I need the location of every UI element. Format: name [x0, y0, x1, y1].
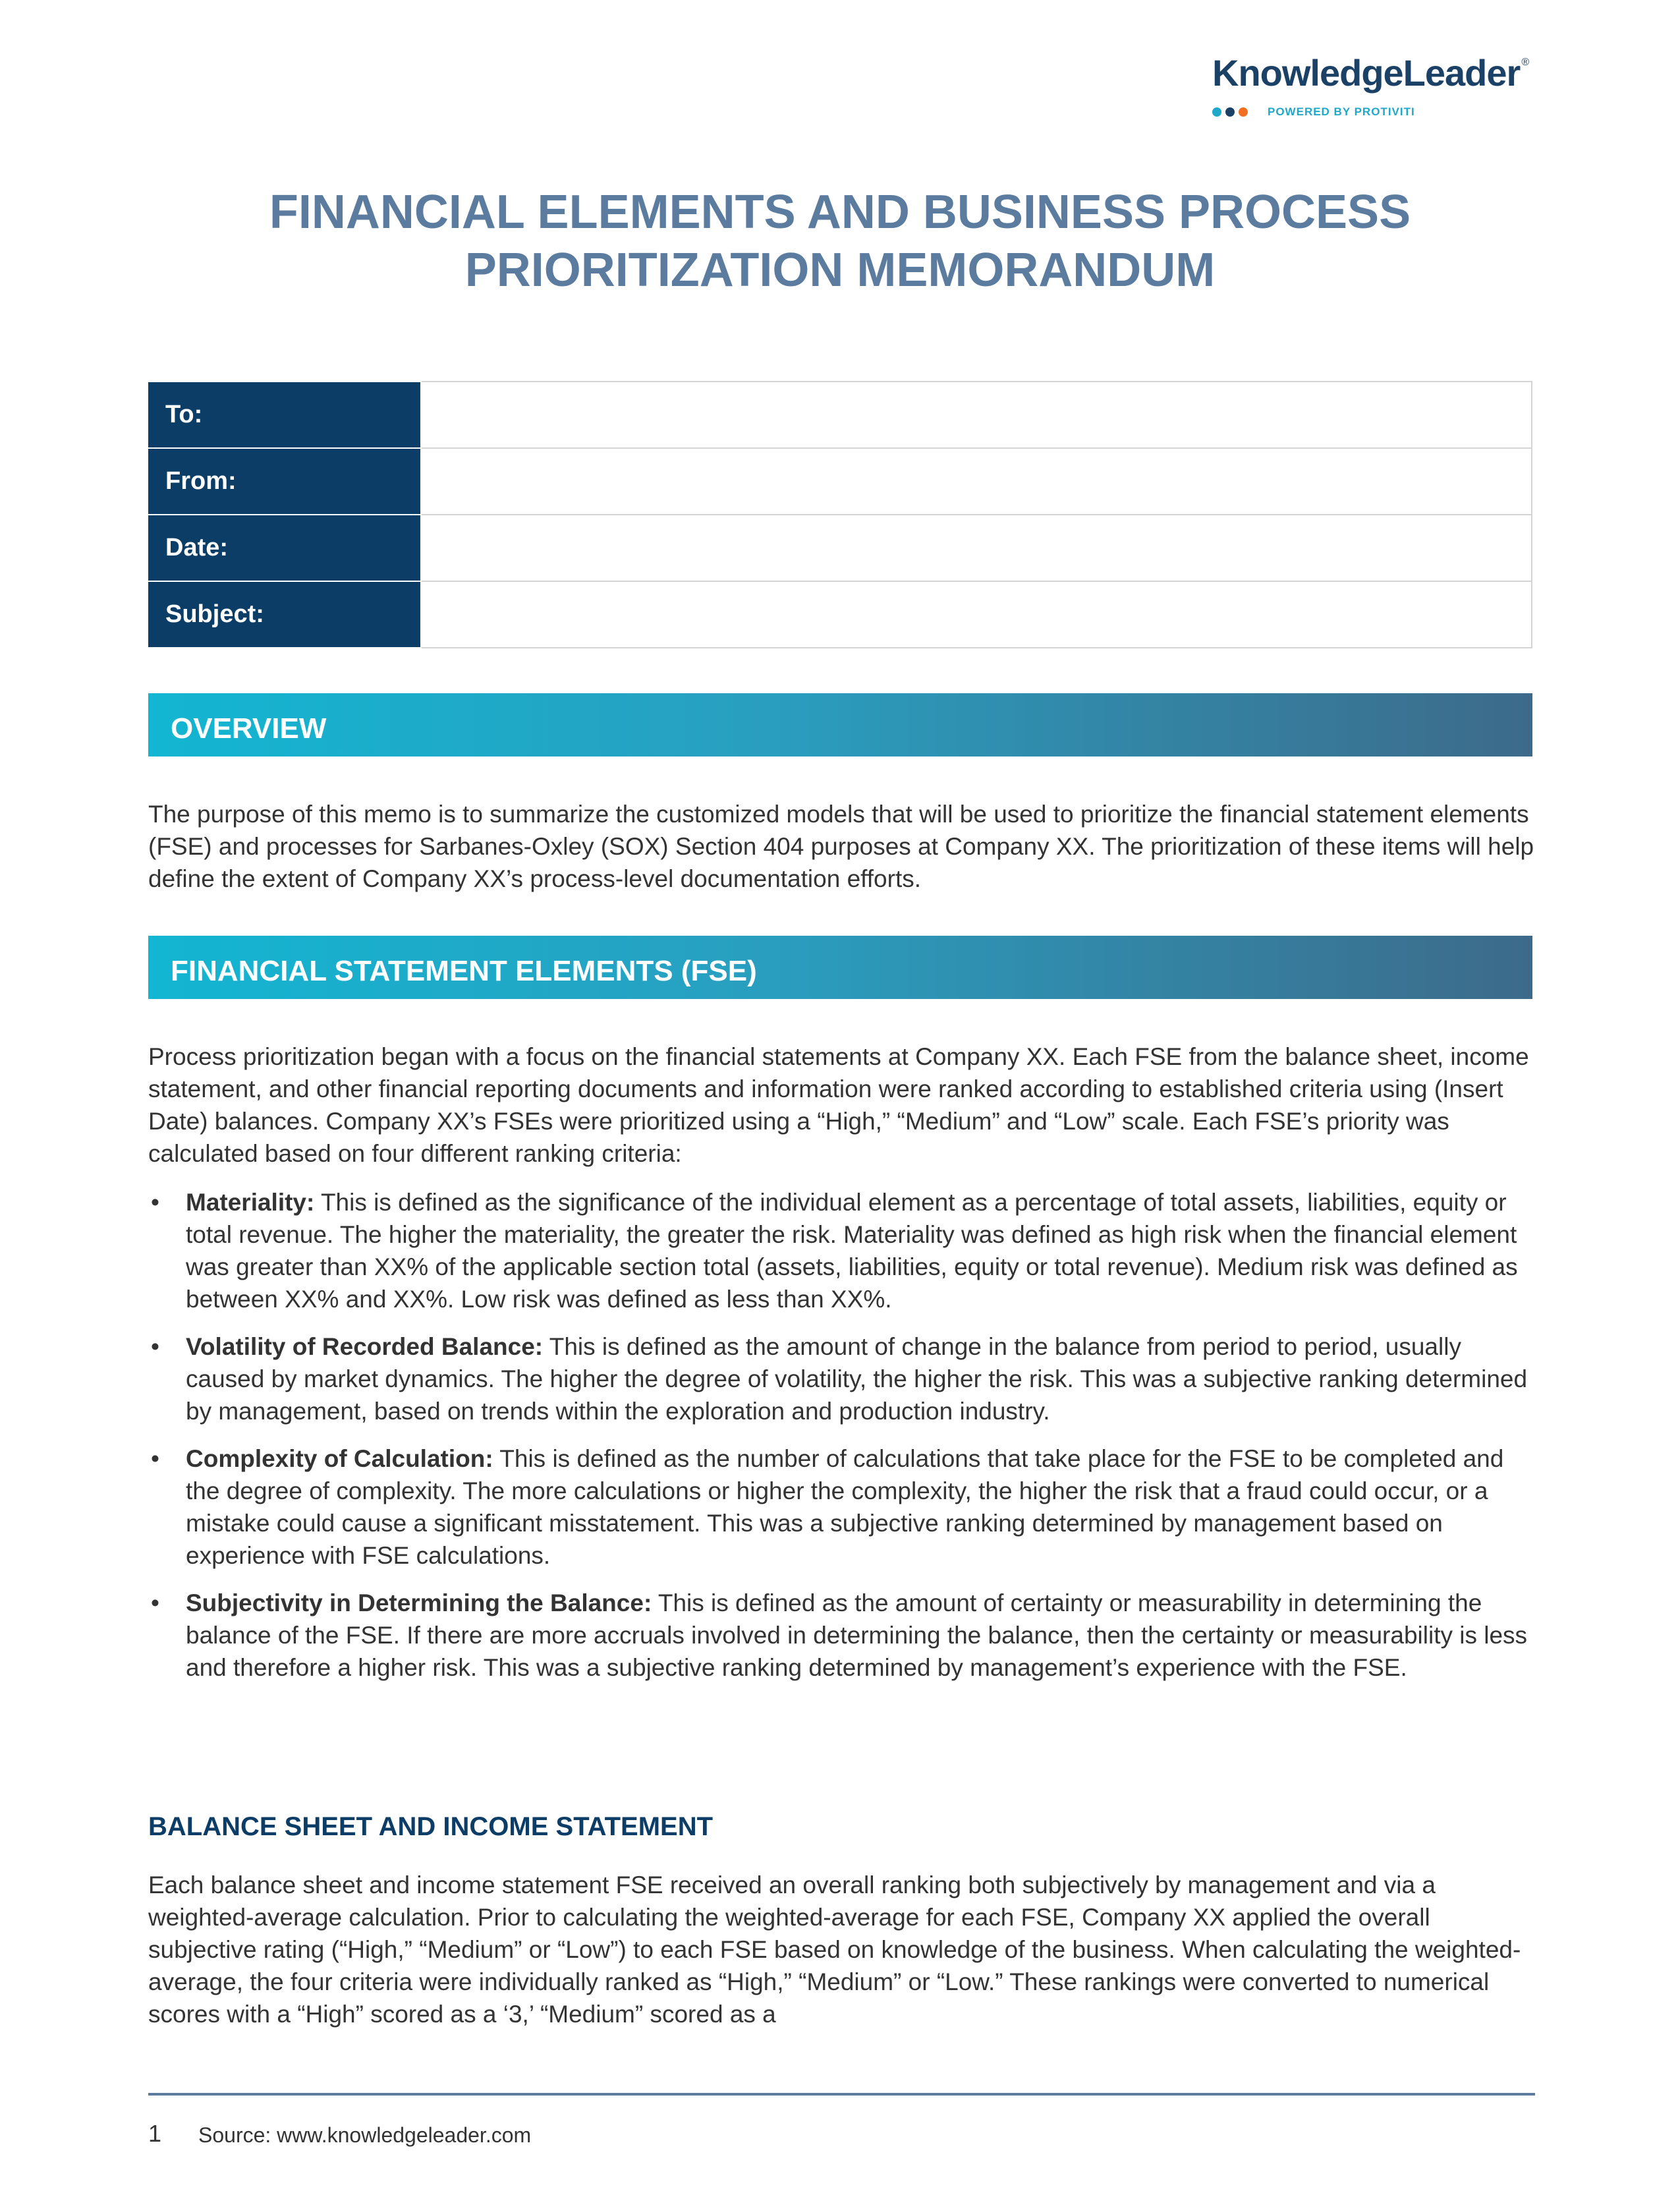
- memo-header-table: [148, 381, 1532, 648]
- bullet-icon: •: [151, 1589, 159, 1616]
- memo-label-from: From:: [149, 448, 421, 515]
- memo-row-to: [149, 382, 1532, 448]
- registered-mark: ®: [1521, 57, 1529, 68]
- list-item: [148, 1442, 1535, 1572]
- criterion-term: Complexity of Calculation:: [186, 1445, 493, 1472]
- memo-row-date: [149, 515, 1532, 581]
- bullet-icon: •: [151, 1445, 159, 1472]
- list-item: [148, 1587, 1535, 1684]
- balance-sheet-subheading: BALANCE SHEET AND INCOME STATEMENT: [148, 1812, 714, 1841]
- bullet-icon: •: [151, 1189, 159, 1216]
- memo-value-to[interactable]: [421, 382, 1532, 448]
- criterion-text: This is defined as the amount of change in the balance from period to period, usually caused by market dynamics. The higher the degree of volatility, the higher the risk. This was a subjective ranking determined by management, based on trends within the exploration and production industry.: [186, 1333, 1528, 1425]
- criterion-term: Subjectivity in Determining the Balance:: [186, 1589, 652, 1616]
- ranking-criteria-list: [148, 1186, 1535, 1699]
- criterion-text: This is defined as the amount of certainty or measurability in determining the balance of the FSE. If there are more accruals involved in determining the balance, then the certainty or measurability is less and therefore a higher risk. This was a subjective ranking determined by management’s experience with the FSE.: [186, 1589, 1528, 1681]
- criterion-text: This is defined as the significance of the individual element as a percentage of total assets, liabilities, equity or total revenue. The higher the materiality, the greater the risk. Materiality was defined as high risk when the financial element was greater than XX% of the applicable section total (assets, liabilities, equity or total revenue). Medium risk was defined as between XX% and XX%. Low risk was defined as less than XX%.: [186, 1189, 1518, 1313]
- criterion-term: Materiality:: [186, 1189, 315, 1216]
- memo-label-date: Date:: [149, 515, 421, 581]
- footer-divider: [148, 2093, 1535, 2096]
- source-citation: Source: www.knowledgeleader.com: [198, 2123, 532, 2147]
- fse-section-banner: FINANCIAL STATEMENT ELEMENTS (FSE): [148, 936, 1532, 999]
- memo-value-from[interactable]: [421, 448, 1532, 515]
- page-number: 1: [148, 2120, 162, 2147]
- memo-label-subject: Subject:: [149, 581, 421, 648]
- overview-section-banner: OVERVIEW: [148, 693, 1532, 756]
- list-item: [148, 1330, 1535, 1427]
- memo-value-date[interactable]: [421, 515, 1532, 581]
- memo-label-to: To:: [149, 382, 421, 448]
- logo-dot: [1212, 107, 1221, 117]
- bullet-icon: •: [151, 1333, 159, 1360]
- fse-intro-paragraph: Process prioritization began with a focus on the financial statements at Company XX. Each FSE from the balance sheet, income statement, and other financial reporting documents and information were ranked according to established criteria using (Insert Date) balances. Company XX’s FSEs were prioritized using a “High,” “Medium” and “Low” scale. Each FSE’s priority was calculated based on four different ranking criteria:: [148, 1043, 1529, 1167]
- overview-paragraph: The purpose of this memo is to summarize the customized models that will be used to prioritize the financial statement elements (FSE) and processes for Sarbanes-Oxley (SOX) Section 404 purposes at Company XX. The prioritization of these items will help define the extent of Company XX’s process-level documentation efforts.: [148, 801, 1534, 892]
- memo-row-from: [149, 448, 1532, 515]
- memo-row-subject: [149, 581, 1532, 648]
- document-title-line-2: PRIORITIZATION MEMORANDUM: [464, 244, 1216, 297]
- logo-powered-by: POWERED BY PROTIVITI: [1268, 105, 1415, 118]
- document-title: [0, 183, 1680, 299]
- logo-dot: [1225, 107, 1235, 117]
- knowledgeleader-logo: [1212, 51, 1528, 130]
- logo-dot: [1239, 107, 1248, 117]
- criterion-text: This is defined as the number of calculations that take place for the FSE to be completed and the degree of complexity. The more calculations or higher the complexity, the higher the risk that a fraud could occur, or a mistake could cause a significant misstatement. This was a subjective ranking determined by management based on experience with FSE calculations.: [186, 1445, 1504, 1569]
- criterion-term: Volatility of Recorded Balance:: [186, 1333, 544, 1360]
- balance-sheet-paragraph: Each balance sheet and income statement FSE received an overall ranking both subjectively by management and via a weighted-average calculation. Prior to calculating the weighted-average for each FSE, Company XX applied the overall subjective rating (“High,” “Medium” or “Low”) to each FSE based on knowledge of the business. When calculating the weighted-average, the four criteria were individually ranked as “High,” “Medium” or “Low.” These rankings were converted to numerical scores with a “High” scored as a ‘3,’ “Medium” scored as a: [148, 1871, 1521, 2028]
- logo-tagline: [1212, 105, 1415, 119]
- document-title-line-1: FINANCIAL ELEMENTS AND BUSINESS PROCESS: [269, 186, 1411, 239]
- list-item: [148, 1186, 1535, 1315]
- memo-value-subject[interactable]: [421, 581, 1532, 648]
- logo-wordmark: KnowledgeLeader ®: [1212, 52, 1529, 94]
- logo-dots-icon: [1212, 107, 1248, 117]
